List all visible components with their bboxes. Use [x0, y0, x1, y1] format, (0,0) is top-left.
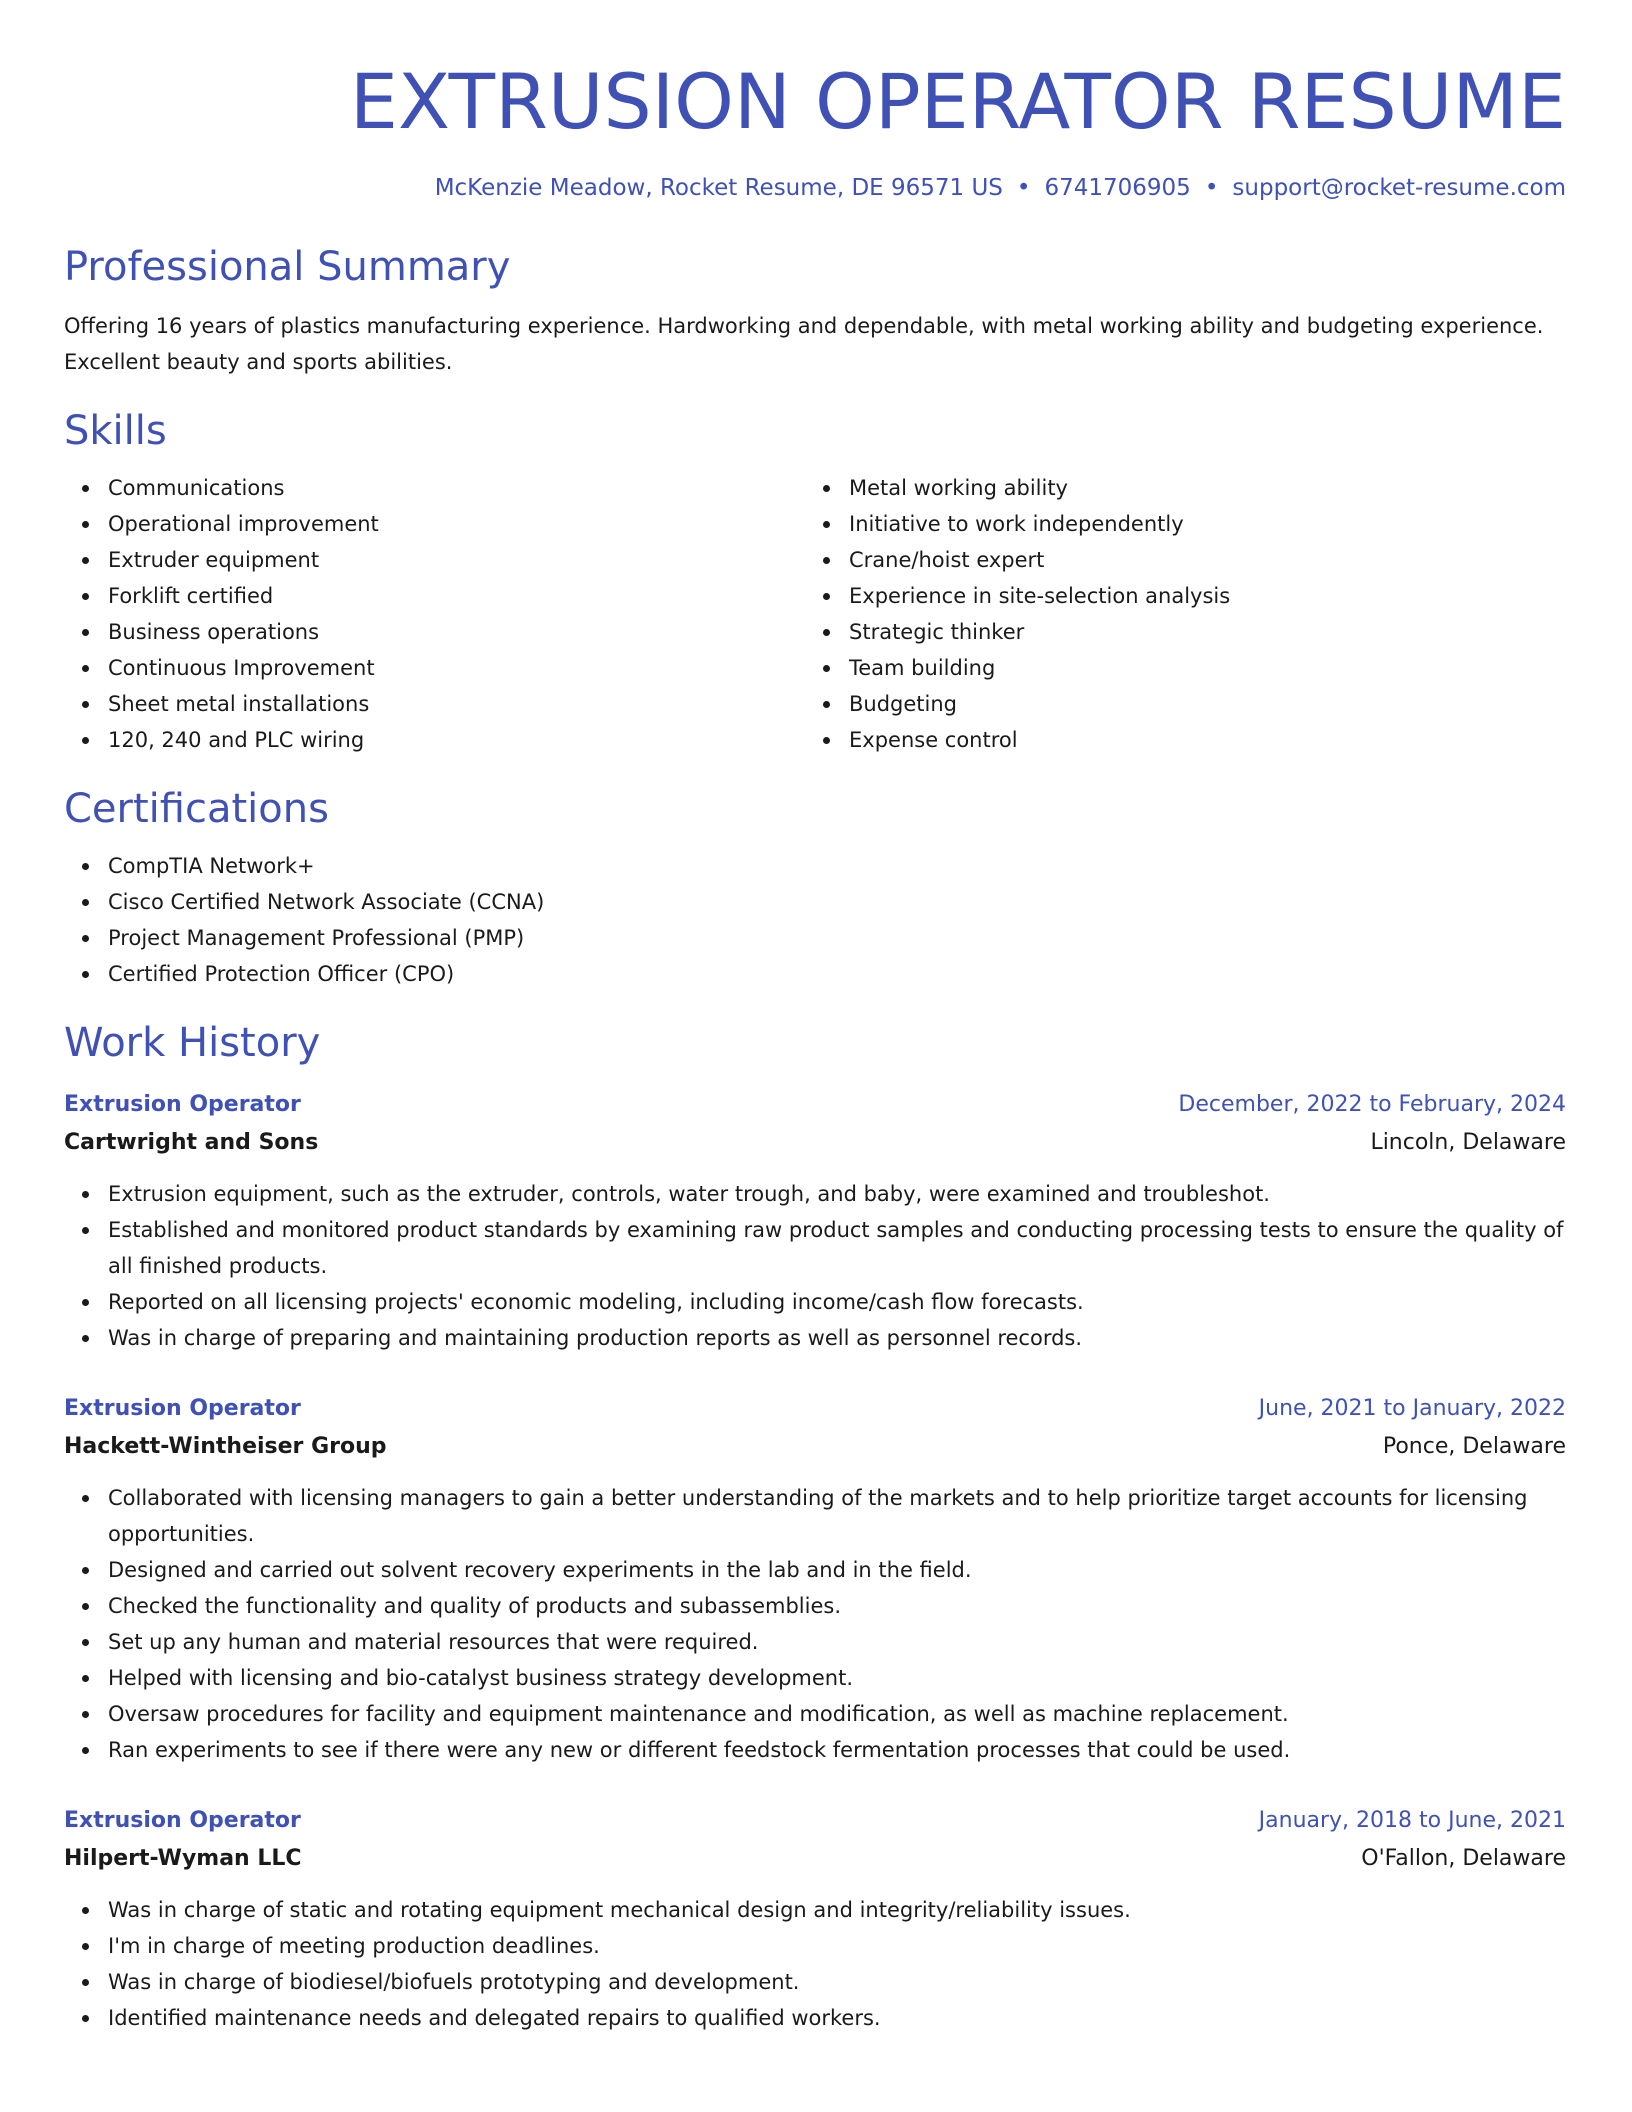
skill-item: Operational improvement	[108, 506, 805, 542]
resume-title: EXTRUSION OPERATOR RESUME	[349, 57, 1566, 146]
skill-item: Metal working ability	[849, 470, 1546, 506]
job-entry	[64, 1390, 1566, 1768]
skill-item: Budgeting	[849, 686, 1546, 722]
job-bullet: Ran experiments to see if there were any new or different feedstock fermentation processes that could be used.	[108, 1732, 1566, 1768]
job-bullet: Was in charge of biodiesel/biofuels prototyping and development.	[108, 1964, 1566, 2000]
certification-item: Project Management Professional (PMP)	[108, 920, 1566, 956]
job-bullets	[64, 1176, 1566, 1356]
skill-item: 120, 240 and PLC wiring	[108, 722, 805, 758]
job-company: Hilpert-Wyman LLC	[64, 1846, 302, 1871]
skills-list-left	[64, 470, 805, 758]
certification-item: Cisco Certified Network Associate (CCNA)	[108, 884, 1566, 920]
job-bullet: Designed and carried out solvent recovery experiments in the lab and in the field.	[108, 1552, 1566, 1588]
skills-list-right	[805, 470, 1546, 758]
job-bullet: Established and monitored product standards by examining raw product samples and conducting processing tests to ensure the quality of all finished products.	[108, 1212, 1566, 1284]
job-company-row	[64, 1124, 1566, 1162]
job-dates: January, 2018 to June, 2021	[1258, 1808, 1566, 1833]
job-header-row	[64, 1086, 1566, 1124]
job-title: Extrusion Operator	[64, 1396, 301, 1421]
job-title: Extrusion Operator	[64, 1092, 301, 1117]
skill-item: Strategic thinker	[849, 614, 1546, 650]
job-dates: June, 2021 to January, 2022	[1258, 1396, 1566, 1421]
job-bullets	[64, 1892, 1566, 2036]
job-title: Extrusion Operator	[64, 1808, 301, 1833]
skill-item: Crane/hoist expert	[849, 542, 1546, 578]
bullet-separator: •	[1016, 175, 1031, 201]
summary-text: Offering 16 years of plastics manufacturing experience. Hardworking and dependable, with metal working ability and budgeting experience. Excellent beauty and sports abilities.	[64, 314, 1544, 374]
job-bullet: Oversaw procedures for facility and equipment maintenance and modification, as well as machine replacement.	[108, 1696, 1566, 1732]
certification-item: Certified Protection Officer (CPO)	[108, 956, 1566, 992]
certifications-list	[64, 848, 1566, 992]
job-location: Lincoln, Delaware	[1370, 1130, 1566, 1155]
job-entry	[64, 1802, 1566, 2036]
summary-heading: Professional Summary	[64, 244, 511, 290]
skill-item: Experience in site-selection analysis	[849, 578, 1546, 614]
job-bullet: Helped with licensing and bio-catalyst business strategy development.	[108, 1660, 1566, 1696]
job-bullet: Checked the functionality and quality of products and subassemblies.	[108, 1588, 1566, 1624]
job-bullet: Reported on all licensing projects' economic modeling, including income/cash flow forecasts.	[108, 1284, 1566, 1320]
skill-item: Expense control	[849, 722, 1546, 758]
job-bullet: Was in charge of preparing and maintaining production reports as well as personnel records.	[108, 1320, 1566, 1356]
job-company-row	[64, 1428, 1566, 1466]
skill-item: Initiative to work independently	[849, 506, 1546, 542]
job-header-row	[64, 1390, 1566, 1428]
job-bullet: I'm in charge of meeting production deadlines.	[108, 1928, 1566, 1964]
job-bullet: Set up any human and material resources that were required.	[108, 1624, 1566, 1660]
skill-item: Continuous Improvement	[108, 650, 805, 686]
skill-item: Sheet metal installations	[108, 686, 805, 722]
job-bullet: Extrusion equipment, such as the extruder, controls, water trough, and baby, were examined and troubleshot.	[108, 1176, 1566, 1212]
certifications-heading: Certifications	[64, 786, 329, 832]
job-company: Hackett-Wintheiser Group	[64, 1434, 387, 1459]
job-location: O'Fallon, Delaware	[1361, 1846, 1566, 1871]
contact-email[interactable]: support@rocket-resume.com	[1232, 175, 1566, 201]
certification-item: CompTIA Network+	[108, 848, 1566, 884]
contact-phone: 6741706905	[1044, 175, 1191, 201]
bullet-separator: •	[1204, 175, 1219, 201]
job-location: Ponce, Delaware	[1382, 1434, 1566, 1459]
resume-page	[64, 0, 1566, 2036]
job-company-row	[64, 1840, 1566, 1878]
skill-item: Communications	[108, 470, 805, 506]
job-bullet: Identified maintenance needs and delegated repairs to qualified workers.	[108, 2000, 1566, 2036]
skills-grid	[64, 470, 1566, 758]
skill-item: Forklift certified	[108, 578, 805, 614]
job-entry	[64, 1086, 1566, 1356]
contact-line	[64, 172, 1566, 204]
job-bullet: Collaborated with licensing managers to gain a better understanding of the markets and to help prioritize target accounts for licensing opportunities.	[108, 1480, 1566, 1552]
contact-address: McKenzie Meadow, Rocket Resume, DE 96571 US	[434, 175, 1003, 201]
skill-item: Team building	[849, 650, 1546, 686]
job-bullet: Was in charge of static and rotating equipment mechanical design and integrity/reliability issues.	[108, 1892, 1566, 1928]
job-header-row	[64, 1802, 1566, 1840]
job-company: Cartwright and Sons	[64, 1130, 319, 1155]
job-dates: December, 2022 to February, 2024	[1178, 1092, 1566, 1117]
skill-item: Business operations	[108, 614, 805, 650]
work-history-heading: Work History	[64, 1020, 321, 1066]
skills-heading: Skills	[64, 408, 167, 454]
skill-item: Extruder equipment	[108, 542, 805, 578]
job-bullets	[64, 1480, 1566, 1768]
